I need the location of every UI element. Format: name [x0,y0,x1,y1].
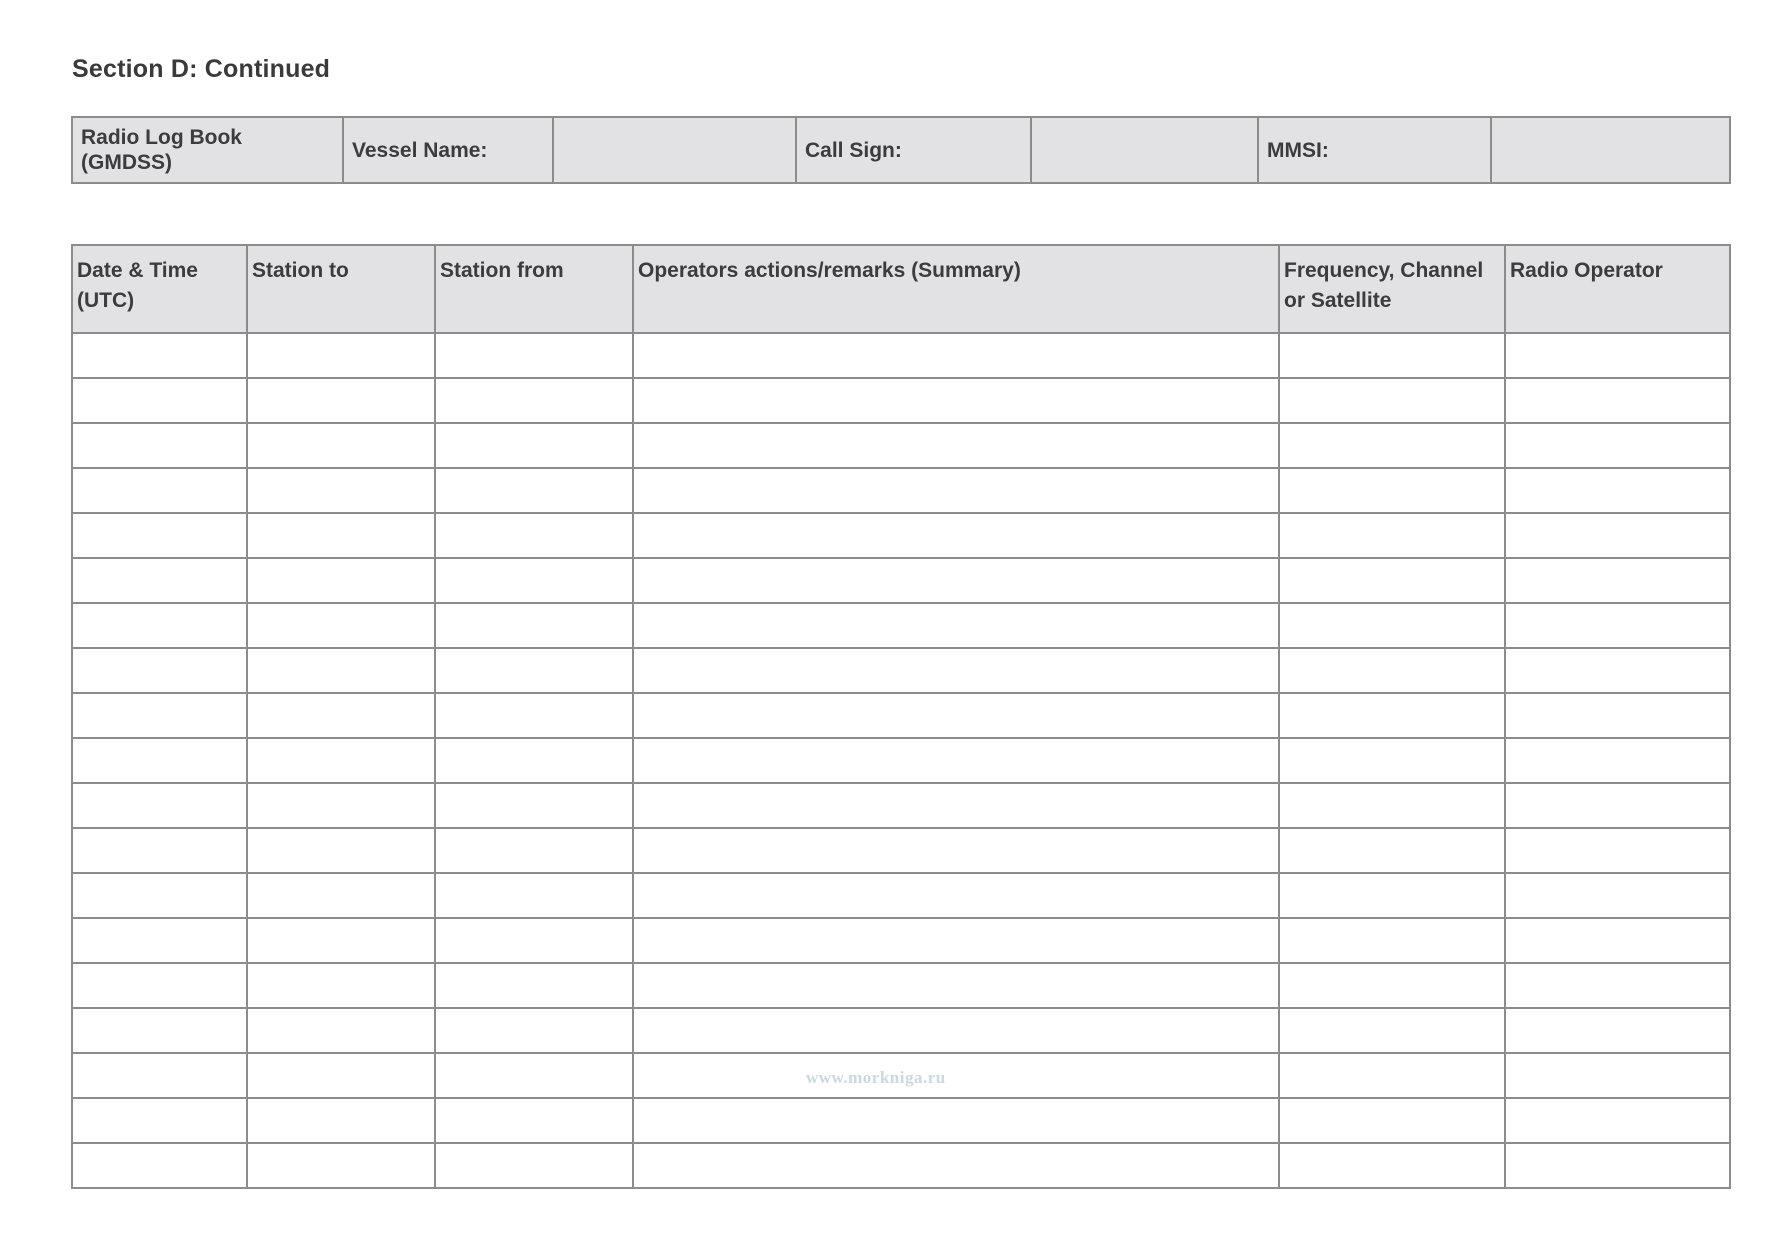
date-time-cell[interactable] [72,828,247,873]
station-to-cell[interactable] [247,468,435,513]
radio-operator-cell[interactable] [1505,333,1730,378]
radio-operator-cell[interactable] [1505,1098,1730,1143]
log-header-row [72,245,1730,333]
frequency-cell[interactable] [1279,648,1505,693]
radio-operator-cell[interactable] [1505,603,1730,648]
vessel-name-label: Vessel Name: [343,117,553,183]
table-row [72,378,1730,423]
date-time-cell[interactable] [72,333,247,378]
remarks-cell[interactable] [633,378,1279,423]
table-row [72,603,1730,648]
station-from-cell[interactable] [435,783,633,828]
station-to-cell[interactable] [247,648,435,693]
date-time-cell[interactable] [72,693,247,738]
station-from-cell[interactable] [435,513,633,558]
station-to-cell[interactable] [247,558,435,603]
date-time-cell[interactable] [72,378,247,423]
radio-operator-cell[interactable] [1505,558,1730,603]
frequency-cell[interactable] [1279,603,1505,648]
frequency-cell[interactable] [1279,738,1505,783]
station-to-cell[interactable] [247,783,435,828]
station-to-cell[interactable] [247,1008,435,1053]
frequency-cell[interactable] [1279,1008,1505,1053]
date-time-cell[interactable] [72,738,247,783]
radio-log-table [71,244,1731,1189]
date-time-cell[interactable] [72,918,247,963]
radio-operator-cell[interactable] [1505,1008,1730,1053]
frequency-cell[interactable] [1279,693,1505,738]
station-to-cell[interactable] [247,963,435,1008]
frequency-cell[interactable] [1279,513,1505,558]
frequency-cell[interactable] [1279,1053,1505,1098]
date-time-cell[interactable] [72,1143,247,1188]
station-from-cell[interactable] [435,648,633,693]
table-row [72,1098,1730,1143]
frequency-cell[interactable] [1279,873,1505,918]
call-sign-label: Call Sign: [796,117,1031,183]
column-header-radio-operator: Radio Operator [1505,245,1730,333]
remarks-cell[interactable] [633,513,1279,558]
radio-operator-cell[interactable] [1505,828,1730,873]
station-to-cell[interactable] [247,918,435,963]
date-time-cell[interactable] [72,423,247,468]
date-time-cell[interactable] [72,558,247,603]
table-row [72,963,1730,1008]
station-from-cell[interactable] [435,558,633,603]
radio-operator-cell[interactable] [1505,918,1730,963]
station-from-cell[interactable] [435,1008,633,1053]
table-row [72,738,1730,783]
table-row [72,828,1730,873]
date-time-cell[interactable] [72,648,247,693]
date-time-cell[interactable] [72,1053,247,1098]
remarks-cell[interactable] [633,963,1279,1008]
remarks-cell[interactable] [633,873,1279,918]
station-to-cell[interactable] [247,513,435,558]
radio-operator-cell[interactable] [1505,963,1730,1008]
remarks-cell[interactable] [633,648,1279,693]
date-time-cell[interactable] [72,603,247,648]
date-time-cell[interactable] [72,1098,247,1143]
station-from-cell[interactable] [435,828,633,873]
station-to-cell[interactable] [247,828,435,873]
table-row [72,468,1730,513]
table-row [72,1008,1730,1053]
remarks-cell[interactable] [633,1098,1279,1143]
table-row [72,693,1730,738]
station-to-cell[interactable] [247,1053,435,1098]
frequency-cell[interactable] [1279,828,1505,873]
station-from-cell[interactable] [435,738,633,783]
logbook-label: Radio Log Book (GMDSS) [72,117,343,183]
column-header-station-to: Station to [247,245,435,333]
frequency-cell[interactable] [1279,963,1505,1008]
frequency-cell[interactable] [1279,378,1505,423]
station-from-cell[interactable] [435,693,633,738]
mmsi-field[interactable] [1491,117,1730,183]
station-from-cell[interactable] [435,1098,633,1143]
radio-operator-cell[interactable] [1505,738,1730,783]
station-from-cell[interactable] [435,1143,633,1188]
date-time-cell[interactable] [72,783,247,828]
radio-operator-cell[interactable] [1505,873,1730,918]
remarks-cell[interactable] [633,783,1279,828]
date-time-cell[interactable] [72,1008,247,1053]
remarks-cell[interactable] [633,603,1279,648]
table-row [72,1143,1730,1188]
station-to-cell[interactable] [247,873,435,918]
radio-operator-cell[interactable] [1505,693,1730,738]
radio-operator-cell[interactable] [1505,378,1730,423]
vessel-info-row [72,117,1730,183]
vessel-info-table [71,116,1731,184]
frequency-cell[interactable] [1279,333,1505,378]
frequency-cell[interactable] [1279,918,1505,963]
remarks-cell[interactable] [633,558,1279,603]
station-to-cell[interactable] [247,333,435,378]
watermark: www.morkniga.ru [806,1068,946,1087]
frequency-cell[interactable] [1279,558,1505,603]
table-row [72,648,1730,693]
remarks-cell[interactable] [633,1053,1279,1098]
radio-operator-cell[interactable] [1505,783,1730,828]
remarks-cell[interactable] [633,333,1279,378]
station-from-cell[interactable] [435,918,633,963]
station-from-cell[interactable] [435,1053,633,1098]
station-to-cell[interactable] [247,738,435,783]
station-to-cell[interactable] [247,378,435,423]
date-time-cell[interactable] [72,468,247,513]
remarks-cell[interactable] [633,738,1279,783]
station-to-cell[interactable] [247,423,435,468]
radio-operator-cell[interactable] [1505,648,1730,693]
mmsi-label: MMSI: [1258,117,1491,183]
station-from-cell[interactable] [435,873,633,918]
table-row [72,873,1730,918]
column-header-frequency: Frequency, Channel or Satellite [1279,245,1505,333]
date-time-cell[interactable] [72,963,247,1008]
frequency-cell[interactable] [1279,783,1505,828]
column-header-date-time: Date & Time (UTC) [72,245,247,333]
station-from-cell[interactable] [435,423,633,468]
table-row [72,918,1730,963]
frequency-cell[interactable] [1279,468,1505,513]
call-sign-field[interactable] [1031,117,1258,183]
station-from-cell[interactable] [435,378,633,423]
frequency-cell[interactable] [1279,1143,1505,1188]
section-title: Section D: Continued [72,55,331,83]
station-to-cell[interactable] [247,1098,435,1143]
frequency-cell[interactable] [1279,423,1505,468]
radio-operator-cell[interactable] [1505,1053,1730,1098]
log-body [72,333,1730,1188]
vessel-name-field[interactable] [553,117,796,183]
frequency-cell[interactable] [1279,1098,1505,1143]
table-row [72,333,1730,378]
radio-operator-cell[interactable] [1505,468,1730,513]
remarks-cell[interactable] [633,828,1279,873]
table-row [72,558,1730,603]
table-row [72,513,1730,558]
radio-operator-cell[interactable] [1505,1143,1730,1188]
column-header-operator-remarks: Operators actions/remarks (Summary) [633,245,1279,333]
remarks-cell[interactable] [633,1008,1279,1053]
remarks-cell[interactable] [633,918,1279,963]
radio-operator-cell[interactable] [1505,423,1730,468]
column-header-station-from: Station from [435,245,633,333]
remarks-cell[interactable] [633,423,1279,468]
station-to-cell[interactable] [247,603,435,648]
remarks-cell[interactable] [633,693,1279,738]
station-from-cell[interactable] [435,603,633,648]
remarks-cell[interactable] [633,468,1279,513]
station-to-cell[interactable] [247,693,435,738]
station-from-cell[interactable] [435,963,633,1008]
table-row [72,783,1730,828]
date-time-cell[interactable] [72,513,247,558]
station-to-cell[interactable] [247,1143,435,1188]
radio-operator-cell[interactable] [1505,513,1730,558]
table-row [72,423,1730,468]
station-from-cell[interactable] [435,468,633,513]
date-time-cell[interactable] [72,873,247,918]
station-from-cell[interactable] [435,333,633,378]
remarks-cell[interactable] [633,1143,1279,1188]
